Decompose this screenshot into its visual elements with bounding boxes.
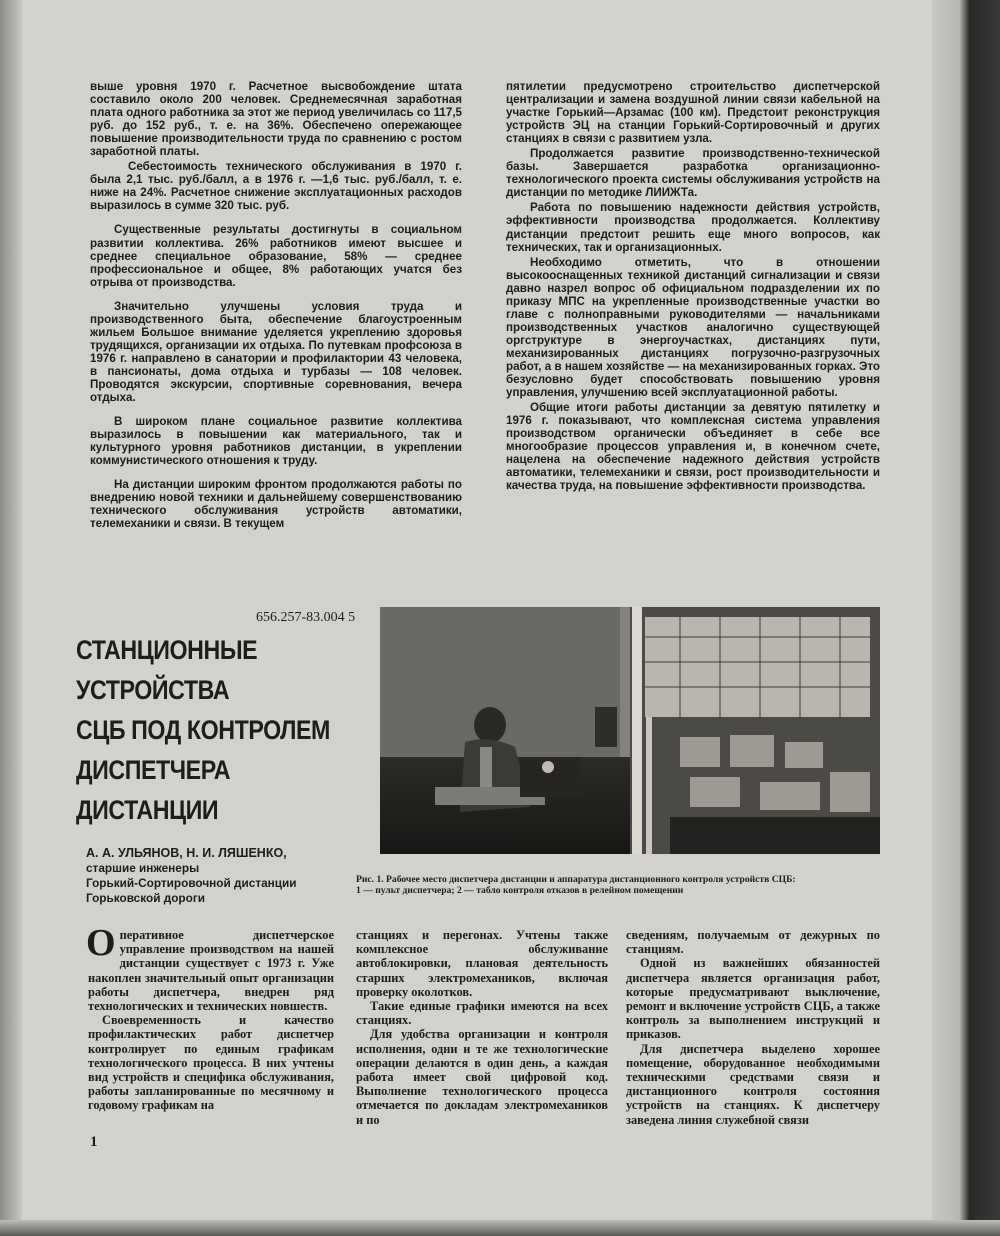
paragraph: сведениям, получаемым от дежурных по станциям. [626,928,880,957]
paragraph: пятилетии предусмотрено строительство диспетчерской централизации и замена воздушной линии связи кабельной на участке Горький—Арзамас (100 км). Предстоит реконструкция устройств ЭЦ на станции Горький-Сортировочный и других станциях в связи с развитием узла. [506,80,880,146]
figure-caption [356,874,880,896]
paragraph: станциях и перегонах. Учтены также комплексное обслуживание автоблокировки, плановая деятельность старших электромехаников, включая проверку околотков. [356,928,608,999]
paragraph-text: перативное диспетчерское управление производством на нашей дистанции существует с 1973 г. Уже накоплен значительный опыт организации работы диспетчера, внедрен ряд технологических и технических новшеств. [88,928,334,1014]
paragraph [86,922,334,1014]
paragraph: Себестоимость технического обслуживания в 1970 г. была 2,1 тыс. руб./балл, а в 1976 г. —1,6 тыс. руб./балл, т. е. ниже на 24%. Расчетное снижение эксплуатационных расходов выразилось в сумме 320 тыс. руб. [90,160,462,213]
paragraph: Необходимо отметить, что в отношении высокооснащенных техникой дистанций сигнализации и связи давно назрел вопрос об официальном подразделении их по приказу МПС на укрепленные производственные участки во главе с полноправными руководителями — начальниками производственных участков аналогично существующей оргструктуре в энергоучастках, дистанциях пути, механизированных дистанциях погрузочно-разгрузочных работ, а в нашем хозяйстве — на механизированных горках. Это безусловно будет способствовать повышению уровня управления, улучшению всей эксплуатационной работы. [506,255,880,400]
page-shadow-left [0,0,22,1236]
body-column-1 [86,922,334,1113]
caption-legend: 1 — пульт диспетчера; 2 — табло контроля отказов в релейном помещении [356,885,684,896]
page-number: 1 [90,1134,98,1150]
affiliation: Горьковской дороги [86,891,205,905]
author-title: старшие инженеры [86,861,200,875]
paragraph: Продолжается развитие производственно-технической базы. Завершается разработка организационно-технологического проекта системы обслуживания устройств на дистанции по методике ЛИИЖТа. [506,147,880,200]
paragraph: Одной из важнейших обязанностей диспетчера является организация работ, которые предусматривают выключение, ремонт и включение устройств СЦБ, а также контроль за выполнением инструкций и приказов. [626,956,880,1042]
continued-text-left-column [90,80,462,530]
dropcap: О [86,922,116,964]
paragraph: На дистанции широким фронтом продолжаются работы по внедрению новой техники и дальнейшему совершенствованию технического обслуживания устройств автоматики, телемеханики и связи. В текущем [90,478,462,531]
paragraph: Своевременность и качество профилактических работ диспетчер контролирует по единым графикам технологического процесса. В них учтены вид устройств и специфика обслуживания, работы запланированные по месячному и годовому графикам на [88,1013,334,1113]
headline-line: СЦБ ПОД КОНТРОЛЕМ [76,715,330,745]
body-column-3 [626,928,880,1127]
paragraph: Такие единые графики имеются на всех станциях. [356,999,608,1028]
photo-image [380,607,880,854]
body-column-2 [356,928,608,1127]
paragraph: Существенные результаты достигнуты в социальном развитии коллектива. 26% работников имеют высшее и среднее специальное образование, 58% — среднее профессиональное и общее, 8% работающих учатся без отрыва от производства. [90,223,462,289]
paragraph: Работа по повышению надежности действия устройств, эффективности производства продолжается. Коллективу дистанции предстоит решить еще много вопросов, как технических, так и организационных. [506,201,880,254]
udc-code: 656.257-83.004 5 [256,610,356,625]
headline-line: ДИСПЕТЧЕРА [76,755,231,785]
paragraph: Для удобства организации и контроля исполнения, одни и те же технологические операции делаются в один день, а каждая работа имеет свой цифровой код. Выполнение технологического процесса отмечается по докладам электромехаников и по [356,1027,608,1127]
headline-line: УСТРОЙСТВА [76,675,230,705]
affiliation: Горький-Сортировочной дистанции [86,876,297,890]
headline-line: ДИСТАНЦИИ [76,795,219,825]
paragraph: Значительно улучшены условия труда и производственного быта, обеспечение благоустроенным жильем Большое внимание уделяется укреплению здоровья трудящихся, организации их отдыха. По путевкам профсоюза в 1976 г. направлено в санатории и профилактории 43 человека, в пансионаты, дома отдыха и турбазы — 108 человек. Проводятся экскурсии, спортивные соревнования, вечера отдыха. [90,299,462,405]
paragraph: выше уровня 1970 г. Расчетное высвобождение штата составило около 200 человек. Среднемесячная заработная плата одного работника за этот же период увеличилась со 117,5 руб. до 152 руб., т. е. на 36%. Обеспечено опережающее повышение производительности труда по сравнению с ростом заработной платы. [90,80,462,159]
caption-title: Рис. 1. Рабочее место диспетчера дистанции и аппаратура дистанционного контроля устройств СЦБ: [356,874,796,885]
continued-text-right-column [506,80,880,492]
page-bottom-edge [0,1220,1000,1236]
paragraph: В широком плане социальное развитие коллектива выразилось в повышении как материального, так и культурного уровня работников дистанции, в укреплении коммунистического отношения к труду. [90,415,462,468]
byline [86,846,356,906]
paragraph: Для диспетчера выделено хорошее помещение, оборудованное необходимыми техническими средствами связи и дистанционного контроля состояния устройств на станциях. К диспетчеру заведена линия служебной связи [626,1041,880,1127]
headline-line: СТАНЦИОННЫЕ [76,635,258,665]
page-edge-right [932,0,1000,1236]
photo-dispatcher-workplace [380,607,880,854]
paragraph: Общие итоги работы дистанции за девятую пятилетку и 1976 г. показывают, что комплексная система управления производством органически объединяет в себе все многообразие процессов управления и, в конечном счете, нацелена на обеспечение надежного действия устройств автоматики, телемеханики и связи, рост производительности и качества труда, на повышение эффективности производства. [506,401,880,493]
authors: А. А. УЛЬЯНОВ, Н. И. ЛЯШЕНКО, [86,846,287,860]
article-headline [76,630,330,830]
